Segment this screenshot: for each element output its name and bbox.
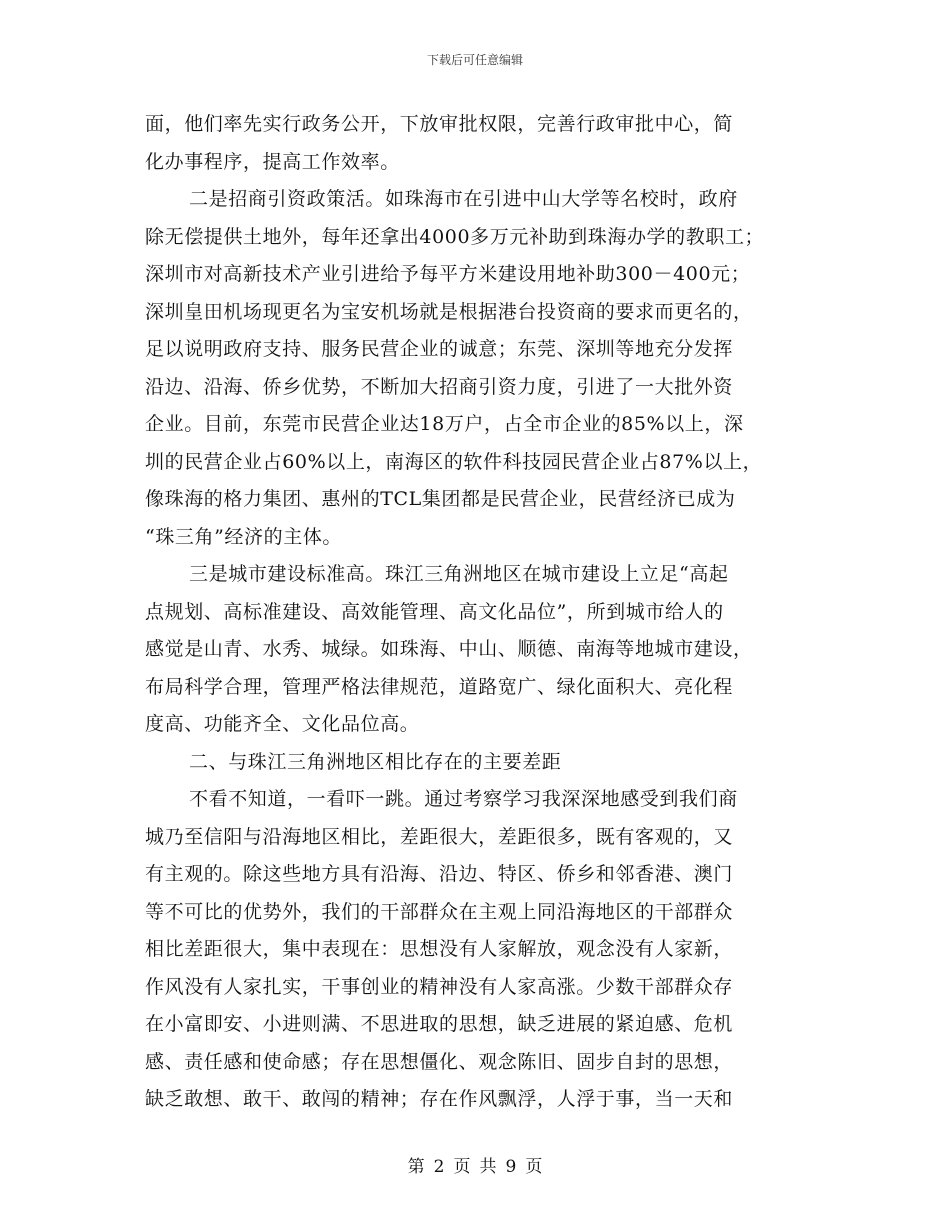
body-line: 圳的民营企业占60%以上，南海区的软件科技园民营企业占87%以上， [145, 450, 763, 473]
body-line: 化办事程序，提高工作效率。 [145, 150, 400, 173]
total-pages-number: 9 [505, 1157, 517, 1177]
current-page-number: 2 [433, 1157, 445, 1177]
body-line: 相比差距很大，集中表现在：思想没有人家解放，观念没有人家新， [145, 938, 734, 960]
body-line: 沿边、沿海、侨乡优势，不断加大招商引资力度，引进了一大批外资 [145, 375, 734, 398]
footer-suffix: 页 [525, 1157, 543, 1177]
body-line: 三是城市建设标准高。珠江三角洲地区在城市建设上立足“高起 [189, 563, 729, 585]
body-line: 等不可比的优势外，我们的干部群众在主观上同沿海地区的干部群众 [145, 900, 734, 923]
body-line: 作风没有人家扎实，干事创业的精神没有人家高涨。少数干部群众存 [145, 975, 734, 998]
body-line: 城乃至信阳与沿海地区相比，差距很大，差距很多，既有客观的，又 [145, 825, 734, 848]
body-line: 缺乏敢想、敢干、敢闯的精神；存在作风飘浮，人浮于事，当一天和 [145, 1088, 734, 1110]
body-line: 有主观的。除这些地方具有沿海、沿边、特区、侨乡和邻香港、澳门 [145, 863, 734, 885]
body-line: 企业。目前，东莞市民营企业达18万户，占全市企业的85%以上，深 [145, 413, 744, 435]
body-line: 不看不知道，一看吓一跳。通过考察学习我深深地感受到我们商 [189, 788, 738, 810]
body-line: 像珠海的格力集团、惠州的TCL集团都是民营企业，民营经济已成为 [145, 488, 736, 510]
body-line: 除无偿提供土地外，每年还拿出4000多万元补助到珠海办学的教职工； [145, 225, 765, 248]
body-line: 度高、功能齐全、文化品位高。 [145, 713, 420, 735]
page-number-footer [0, 1156, 950, 1178]
body-line: 点规划、高标准建设、高效能管理、高文化品位”，所到城市给人的 [145, 600, 724, 623]
body-line: 足以说明政府支持、服务民营企业的诚意；东莞、深圳等地充分发挥 [145, 338, 734, 360]
page-header-note: 下载后可任意编辑 [426, 53, 523, 67]
body-line: 布局科学合理，管理严格法律规范，道路宽广、绿化面积大、亮化程 [145, 675, 734, 698]
footer-prefix: 第 [407, 1157, 425, 1177]
body-line: 深圳市对高新技术产业引进给予每平方米建设用地补助300－400元； [145, 263, 751, 285]
body-line: 感觉是山青、水秀、城绿。如珠海、中山、顺德、南海等地城市建设， [145, 638, 753, 660]
document-body [145, 106, 810, 1119]
body-line: 感、责任感和使命感；存在思想僵化、观念陈旧、固步自封的思想， [145, 1050, 734, 1073]
footer-page-word: 页 [453, 1157, 471, 1177]
body-line: 深圳皇田机场现更名为宝安机场就是根据港台投资商的要求而更名的， [145, 300, 753, 323]
section-heading: 二、与珠江三角洲地区相比存在的主要差距 [189, 750, 562, 773]
footer-total-word: 共 [479, 1157, 497, 1177]
body-line: “珠三角”经济的主体。 [145, 525, 343, 548]
body-line: 在小富即安、小进则满、不思进取的思想，缺乏进展的紧迫感、危机 [145, 1013, 734, 1035]
body-line: 二是招商引资政策活。如珠海市在引进中山大学等名校时，政府 [189, 188, 738, 210]
body-line: 面，他们率先实行政务公开，下放审批权限，完善行政审批中心，简 [145, 113, 734, 135]
